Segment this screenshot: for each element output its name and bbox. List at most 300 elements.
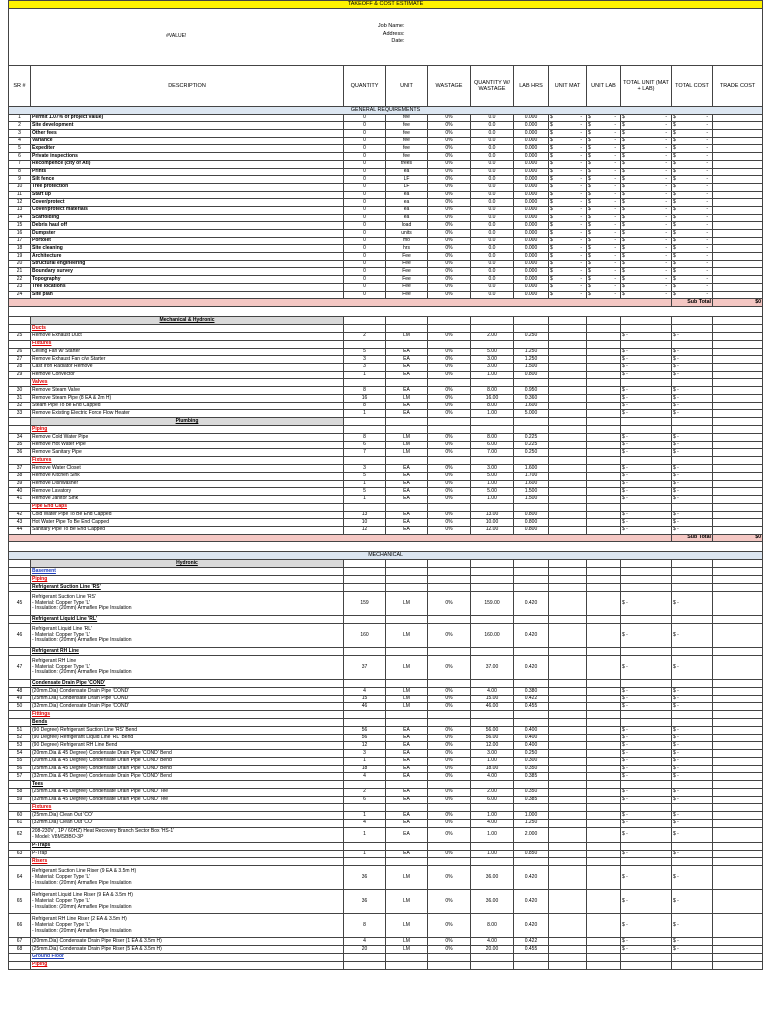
description-cell[interactable] <box>31 890 344 914</box>
total-unit-cell[interactable] <box>621 348 672 356</box>
total-unit-cell[interactable] <box>621 946 672 954</box>
total-cost-cell[interactable] <box>672 191 713 199</box>
total-cost-cell[interactable] <box>672 260 713 268</box>
unit-lab-cell[interactable] <box>587 827 621 842</box>
unit-mat-cell[interactable] <box>549 449 587 457</box>
total-cost-cell[interactable] <box>672 348 713 356</box>
description-cell[interactable]: (25mm.Dia) Condensate Drain Pipe 'COND' <box>31 695 344 703</box>
unit-lab-cell[interactable] <box>587 519 621 527</box>
description-cell[interactable]: Structural engineering <box>31 260 344 268</box>
unit-mat-cell[interactable] <box>549 434 587 442</box>
unit-mat-cell[interactable] <box>549 268 587 276</box>
trade-cost-cell[interactable] <box>713 757 763 765</box>
description-cell[interactable]: Site cleaning <box>31 245 344 253</box>
description-cell[interactable]: (20mm.Dia) Condensate Drain Pipe 'COND' <box>31 688 344 696</box>
total-cost-cell[interactable] <box>672 757 713 765</box>
unit-mat-cell[interactable] <box>549 850 587 858</box>
quantity-cell[interactable]: 0 <box>344 176 386 184</box>
total-cost-cell[interactable] <box>672 356 713 364</box>
unit-lab-cell[interactable] <box>587 449 621 457</box>
total-unit-cell[interactable] <box>621 230 672 238</box>
unit-mat-cell[interactable] <box>549 291 587 299</box>
total-unit-cell[interactable] <box>621 387 672 395</box>
description-cell[interactable]: (32mm.Dia) Clean Out 'CO' <box>31 819 344 827</box>
total-unit-cell[interactable] <box>621 742 672 750</box>
quantity-cell[interactable]: 5 <box>344 348 386 356</box>
total-cost-cell[interactable] <box>672 137 713 145</box>
trade-cost-cell[interactable] <box>713 695 763 703</box>
trade-cost-cell[interactable] <box>713 191 763 199</box>
unit-mat-cell[interactable] <box>549 363 587 371</box>
description-cell[interactable] <box>31 592 344 616</box>
quantity-cell[interactable]: 20 <box>344 946 386 954</box>
total-unit-cell[interactable] <box>621 734 672 742</box>
unit-mat-cell[interactable] <box>549 734 587 742</box>
unit-mat-cell[interactable] <box>549 812 587 820</box>
description-cell[interactable]: Tree protection <box>31 183 344 191</box>
description-cell[interactable]: Start up <box>31 191 344 199</box>
trade-cost-cell[interactable] <box>713 592 763 616</box>
subtotal-value[interactable]: $0 <box>713 299 763 307</box>
quantity-cell[interactable]: 37 <box>344 656 386 680</box>
quantity-cell[interactable]: 7 <box>344 449 386 457</box>
unit-mat-cell[interactable] <box>549 387 587 395</box>
unit-mat-cell[interactable] <box>549 230 587 238</box>
trade-cost-cell[interactable] <box>713 410 763 418</box>
quantity-cell[interactable]: 0 <box>344 268 386 276</box>
total-cost-cell[interactable] <box>672 495 713 503</box>
trade-cost-cell[interactable] <box>713 230 763 238</box>
trade-cost-cell[interactable] <box>713 465 763 473</box>
unit-lab-cell[interactable] <box>587 145 621 153</box>
description-cell[interactable]: (90 Degree) Refrigerant RH Line Bend <box>31 742 344 750</box>
total-unit-cell[interactable] <box>621 750 672 758</box>
value-error-cell[interactable] <box>9 9 344 66</box>
trade-cost-cell[interactable] <box>713 183 763 191</box>
unit-lab-cell[interactable] <box>587 356 621 364</box>
total-cost-cell[interactable] <box>672 819 713 827</box>
total-cost-cell[interactable] <box>672 276 713 284</box>
quantity-cell[interactable]: 12 <box>344 742 386 750</box>
unit-lab-cell[interactable] <box>587 122 621 130</box>
description-cell[interactable]: Debris haul off <box>31 222 344 230</box>
trade-cost-cell[interactable] <box>713 703 763 711</box>
description-cell[interactable]: Boundary survey <box>31 268 344 276</box>
unit-mat-cell[interactable] <box>549 356 587 364</box>
trade-cost-cell[interactable] <box>713 268 763 276</box>
unit-lab-cell[interactable] <box>587 137 621 145</box>
description-cell[interactable] <box>31 914 344 938</box>
quantity-cell[interactable]: 0 <box>344 191 386 199</box>
total-cost-cell[interactable] <box>672 750 713 758</box>
quantity-cell[interactable]: 1 <box>344 480 386 488</box>
unit-mat-cell[interactable] <box>549 253 587 261</box>
total-cost-cell[interactable] <box>672 827 713 842</box>
total-cost-cell[interactable] <box>672 237 713 245</box>
unit-lab-cell[interactable] <box>587 946 621 954</box>
unit-lab-cell[interactable] <box>587 387 621 395</box>
total-cost-cell[interactable] <box>672 773 713 781</box>
trade-cost-cell[interactable] <box>713 332 763 340</box>
trade-cost-cell[interactable] <box>713 472 763 480</box>
unit-lab-cell[interactable] <box>587 260 621 268</box>
quantity-cell[interactable]: 0 <box>344 260 386 268</box>
total-unit-cell[interactable] <box>621 168 672 176</box>
total-cost-cell[interactable] <box>672 114 713 122</box>
total-cost-cell[interactable] <box>672 465 713 473</box>
total-cost-cell[interactable] <box>672 130 713 138</box>
total-unit-cell[interactable] <box>621 495 672 503</box>
unit-mat-cell[interactable] <box>549 796 587 804</box>
unit-mat-cell[interactable] <box>549 130 587 138</box>
trade-cost-cell[interactable] <box>713 356 763 364</box>
total-unit-cell[interactable] <box>621 765 672 773</box>
total-cost-cell[interactable] <box>672 153 713 161</box>
description-cell[interactable] <box>31 624 344 648</box>
total-cost-cell[interactable] <box>672 592 713 616</box>
unit-lab-cell[interactable] <box>587 695 621 703</box>
total-cost-cell[interactable] <box>672 890 713 914</box>
unit-lab-cell[interactable] <box>587 495 621 503</box>
total-cost-cell[interactable] <box>672 176 713 184</box>
trade-cost-cell[interactable] <box>713 449 763 457</box>
total-unit-cell[interactable] <box>621 160 672 168</box>
quantity-cell[interactable]: 0 <box>344 122 386 130</box>
description-cell[interactable]: Silt fence <box>31 176 344 184</box>
trade-cost-cell[interactable] <box>713 276 763 284</box>
description-cell[interactable]: (90 Degree) Refrigerant Suction Line 'RS' Bend <box>31 727 344 735</box>
description-cell[interactable]: Site plan <box>31 291 344 299</box>
trade-cost-cell[interactable] <box>713 291 763 299</box>
unit-mat-cell[interactable] <box>549 395 587 403</box>
trade-cost-cell[interactable] <box>713 283 763 291</box>
unit-mat-cell[interactable] <box>549 114 587 122</box>
total-unit-cell[interactable] <box>621 145 672 153</box>
total-unit-cell[interactable] <box>621 472 672 480</box>
unit-mat-cell[interactable] <box>549 938 587 946</box>
trade-cost-cell[interactable] <box>713 176 763 184</box>
description-cell[interactable]: Steam Pipe To be End Capped <box>31 402 344 410</box>
unit-lab-cell[interactable] <box>587 441 621 449</box>
trade-cost-cell[interactable] <box>713 946 763 954</box>
trade-cost-cell[interactable] <box>713 688 763 696</box>
description-cell[interactable]: Remove Steam Pipe (8 EA & 2m H) <box>31 395 344 403</box>
unit-mat-cell[interactable] <box>549 866 587 890</box>
total-unit-cell[interactable] <box>621 137 672 145</box>
total-cost-cell[interactable] <box>672 122 713 130</box>
unit-lab-cell[interactable] <box>587 819 621 827</box>
quantity-cell[interactable]: 1 <box>344 371 386 379</box>
trade-cost-cell[interactable] <box>713 114 763 122</box>
total-cost-cell[interactable] <box>672 441 713 449</box>
unit-mat-cell[interactable] <box>549 511 587 519</box>
total-unit-cell[interactable] <box>621 199 672 207</box>
unit-mat-cell[interactable] <box>549 890 587 914</box>
quantity-cell[interactable]: 0 <box>344 253 386 261</box>
unit-lab-cell[interactable] <box>587 688 621 696</box>
unit-lab-cell[interactable] <box>587 206 621 214</box>
quantity-cell[interactable]: 0 <box>344 291 386 299</box>
quantity-cell[interactable]: 4 <box>344 773 386 781</box>
unit-lab-cell[interactable] <box>587 750 621 758</box>
quantity-cell[interactable]: 10 <box>344 519 386 527</box>
unit-lab-cell[interactable] <box>587 938 621 946</box>
quantity-cell[interactable]: 8 <box>344 434 386 442</box>
trade-cost-cell[interactable] <box>713 214 763 222</box>
unit-mat-cell[interactable] <box>549 819 587 827</box>
unit-lab-cell[interactable] <box>587 866 621 890</box>
total-unit-cell[interactable] <box>621 812 672 820</box>
total-unit-cell[interactable] <box>621 695 672 703</box>
description-cell[interactable]: Portolet <box>31 237 344 245</box>
unit-mat-cell[interactable] <box>549 260 587 268</box>
unit-lab-cell[interactable] <box>587 624 621 648</box>
unit-mat-cell[interactable] <box>549 441 587 449</box>
unit-lab-cell[interactable] <box>587 348 621 356</box>
quantity-cell[interactable]: 0 <box>344 237 386 245</box>
unit-mat-cell[interactable] <box>549 137 587 145</box>
total-unit-cell[interactable] <box>621 206 672 214</box>
trade-cost-cell[interactable] <box>713 253 763 261</box>
total-unit-cell[interactable] <box>621 938 672 946</box>
trade-cost-cell[interactable] <box>713 656 763 680</box>
unit-lab-cell[interactable] <box>587 253 621 261</box>
quantity-cell[interactable]: 18 <box>344 765 386 773</box>
unit-lab-cell[interactable] <box>587 291 621 299</box>
trade-cost-cell[interactable] <box>713 160 763 168</box>
unit-mat-cell[interactable] <box>549 750 587 758</box>
unit-lab-cell[interactable] <box>587 199 621 207</box>
total-cost-cell[interactable] <box>672 160 713 168</box>
total-cost-cell[interactable] <box>672 624 713 648</box>
total-unit-cell[interactable] <box>621 511 672 519</box>
total-cost-cell[interactable] <box>672 480 713 488</box>
description-cell[interactable]: Expediter <box>31 145 344 153</box>
description-cell[interactable]: (32mm.Dia & 45 Degree) Condensate Drain Pipe 'COND' Bend <box>31 773 344 781</box>
total-cost-cell[interactable] <box>672 938 713 946</box>
total-cost-cell[interactable] <box>672 206 713 214</box>
unit-lab-cell[interactable] <box>587 788 621 796</box>
quantity-cell[interactable]: 0 <box>344 245 386 253</box>
unit-mat-cell[interactable] <box>549 656 587 680</box>
trade-cost-cell[interactable] <box>713 348 763 356</box>
unit-mat-cell[interactable] <box>549 727 587 735</box>
quantity-cell[interactable]: 3 <box>344 363 386 371</box>
trade-cost-cell[interactable] <box>713 153 763 161</box>
description-cell[interactable]: Remove Steam Valve <box>31 387 344 395</box>
trade-cost-cell[interactable] <box>713 371 763 379</box>
unit-mat-cell[interactable] <box>549 946 587 954</box>
total-unit-cell[interactable] <box>621 624 672 648</box>
total-cost-cell[interactable] <box>672 395 713 403</box>
total-unit-cell[interactable] <box>621 914 672 938</box>
total-unit-cell[interactable] <box>621 191 672 199</box>
trade-cost-cell[interactable] <box>713 938 763 946</box>
unit-mat-cell[interactable] <box>549 526 587 534</box>
unit-mat-cell[interactable] <box>549 153 587 161</box>
description-cell[interactable]: (25mm.Dia) Clean Out 'CO' <box>31 812 344 820</box>
unit-mat-cell[interactable] <box>549 914 587 938</box>
total-unit-cell[interactable] <box>621 214 672 222</box>
unit-lab-cell[interactable] <box>587 727 621 735</box>
total-cost-cell[interactable] <box>672 796 713 804</box>
unit-mat-cell[interactable] <box>549 465 587 473</box>
description-cell[interactable]: Remove Sanitary Pipe <box>31 449 344 457</box>
total-cost-cell[interactable] <box>672 734 713 742</box>
trade-cost-cell[interactable] <box>713 827 763 842</box>
unit-mat-cell[interactable] <box>549 480 587 488</box>
unit-mat-cell[interactable] <box>549 742 587 750</box>
quantity-cell[interactable]: 0 <box>344 114 386 122</box>
quantity-cell[interactable]: 0 <box>344 145 386 153</box>
quantity-cell[interactable]: 2 <box>344 332 386 340</box>
description-cell[interactable]: Variance <box>31 137 344 145</box>
description-cell[interactable]: Remove Dishwasher <box>31 480 344 488</box>
total-cost-cell[interactable] <box>672 410 713 418</box>
description-cell[interactable]: Topography <box>31 276 344 284</box>
description-cell[interactable]: (90 Degree) Refrigerant Liquid Line 'RL' Bend <box>31 734 344 742</box>
description-cell[interactable] <box>31 866 344 890</box>
description-cell[interactable]: Cast Iron Radiator Remove <box>31 363 344 371</box>
trade-cost-cell[interactable] <box>713 495 763 503</box>
quantity-cell[interactable]: 4 <box>344 938 386 946</box>
quantity-cell[interactable]: 0 <box>344 153 386 161</box>
total-unit-cell[interactable] <box>621 773 672 781</box>
unit-lab-cell[interactable] <box>587 757 621 765</box>
description-cell[interactable]: Other fees <box>31 130 344 138</box>
total-unit-cell[interactable] <box>621 480 672 488</box>
unit-lab-cell[interactable] <box>587 765 621 773</box>
total-unit-cell[interactable] <box>621 122 672 130</box>
quantity-cell[interactable]: 0 <box>344 199 386 207</box>
total-cost-cell[interactable] <box>672 946 713 954</box>
total-cost-cell[interactable] <box>672 245 713 253</box>
quantity-cell[interactable]: 13 <box>344 511 386 519</box>
total-unit-cell[interactable] <box>621 827 672 842</box>
unit-mat-cell[interactable] <box>549 410 587 418</box>
quantity-cell[interactable]: 0 <box>344 130 386 138</box>
total-unit-cell[interactable] <box>621 222 672 230</box>
trade-cost-cell[interactable] <box>713 914 763 938</box>
description-cell[interactable]: Remove Janitor Sink <box>31 495 344 503</box>
unit-lab-cell[interactable] <box>587 130 621 138</box>
total-cost-cell[interactable] <box>672 283 713 291</box>
trade-cost-cell[interactable] <box>713 245 763 253</box>
unit-mat-cell[interactable] <box>549 214 587 222</box>
unit-lab-cell[interactable] <box>587 850 621 858</box>
trade-cost-cell[interactable] <box>713 222 763 230</box>
trade-cost-cell[interactable] <box>713 488 763 496</box>
description-cell[interactable]: (25mm.Dia & 45 Degree) Condensate Drain Pipe 'COND' Bend <box>31 765 344 773</box>
trade-cost-cell[interactable] <box>713 199 763 207</box>
unit-mat-cell[interactable] <box>549 765 587 773</box>
total-unit-cell[interactable] <box>621 465 672 473</box>
description-cell[interactable]: Scaffolding <box>31 214 344 222</box>
quantity-cell[interactable]: 1 <box>344 410 386 418</box>
unit-mat-cell[interactable] <box>549 592 587 616</box>
quantity-cell[interactable]: 1 <box>344 812 386 820</box>
quantity-cell[interactable]: 160 <box>344 624 386 648</box>
trade-cost-cell[interactable] <box>713 850 763 858</box>
quantity-cell[interactable]: 1 <box>344 757 386 765</box>
unit-mat-cell[interactable] <box>549 703 587 711</box>
description-cell[interactable]: (25mm.Dia) Condensate Drain Pipe Riser (5 EA & 3.5m H) <box>31 946 344 954</box>
unit-lab-cell[interactable] <box>587 703 621 711</box>
quantity-cell[interactable]: 1 <box>344 850 386 858</box>
quantity-cell[interactable]: 6 <box>344 441 386 449</box>
description-cell[interactable]: Remove Hot Water Pipe <box>31 441 344 449</box>
total-cost-cell[interactable] <box>672 742 713 750</box>
total-unit-cell[interactable] <box>621 291 672 299</box>
trade-cost-cell[interactable] <box>713 480 763 488</box>
total-cost-cell[interactable] <box>672 488 713 496</box>
trade-cost-cell[interactable] <box>713 387 763 395</box>
unit-lab-cell[interactable] <box>587 402 621 410</box>
trade-cost-cell[interactable] <box>713 526 763 534</box>
quantity-cell[interactable]: 0 <box>344 160 386 168</box>
unit-mat-cell[interactable] <box>549 519 587 527</box>
quantity-cell[interactable]: 0 <box>344 183 386 191</box>
total-unit-cell[interactable] <box>621 757 672 765</box>
total-cost-cell[interactable] <box>672 788 713 796</box>
trade-cost-cell[interactable] <box>713 402 763 410</box>
description-cell[interactable]: Hot Water Pipe To Be End Capped <box>31 519 344 527</box>
unit-mat-cell[interactable] <box>549 191 587 199</box>
trade-cost-cell[interactable] <box>713 511 763 519</box>
description-cell[interactable]: Private inspections <box>31 153 344 161</box>
unit-mat-cell[interactable] <box>549 695 587 703</box>
total-cost-cell[interactable] <box>672 402 713 410</box>
trade-cost-cell[interactable] <box>713 122 763 130</box>
unit-lab-cell[interactable] <box>587 434 621 442</box>
quantity-cell[interactable]: 2 <box>344 788 386 796</box>
total-cost-cell[interactable] <box>672 850 713 858</box>
total-cost-cell[interactable] <box>672 688 713 696</box>
description-cell[interactable]: Remove Exhaust Fan c/w Starter <box>31 356 344 364</box>
total-cost-cell[interactable] <box>672 866 713 890</box>
total-cost-cell[interactable] <box>672 695 713 703</box>
total-unit-cell[interactable] <box>621 819 672 827</box>
unit-lab-cell[interactable] <box>587 332 621 340</box>
total-cost-cell[interactable] <box>672 387 713 395</box>
unit-mat-cell[interactable] <box>549 348 587 356</box>
unit-mat-cell[interactable] <box>549 199 587 207</box>
description-cell[interactable]: (32mm.Dia) Condensate Drain Pipe 'COND' <box>31 703 344 711</box>
unit-lab-cell[interactable] <box>587 245 621 253</box>
total-unit-cell[interactable] <box>621 260 672 268</box>
unit-lab-cell[interactable] <box>587 191 621 199</box>
unit-mat-cell[interactable] <box>549 176 587 184</box>
unit-mat-cell[interactable] <box>549 206 587 214</box>
total-unit-cell[interactable] <box>621 371 672 379</box>
unit-mat-cell[interactable] <box>549 488 587 496</box>
total-unit-cell[interactable] <box>621 332 672 340</box>
unit-lab-cell[interactable] <box>587 796 621 804</box>
quantity-cell[interactable]: 4 <box>344 688 386 696</box>
description-cell[interactable]: Remove Convector <box>31 371 344 379</box>
quantity-cell[interactable]: 4 <box>344 819 386 827</box>
unit-lab-cell[interactable] <box>587 472 621 480</box>
total-unit-cell[interactable] <box>621 183 672 191</box>
total-unit-cell[interactable] <box>621 253 672 261</box>
quantity-cell[interactable]: 8 <box>344 402 386 410</box>
trade-cost-cell[interactable] <box>713 363 763 371</box>
description-cell[interactable]: Remove Water Closet <box>31 465 344 473</box>
quantity-cell[interactable]: 0 <box>344 206 386 214</box>
description-cell[interactable] <box>31 827 344 842</box>
unit-mat-cell[interactable] <box>549 332 587 340</box>
unit-mat-cell[interactable] <box>549 788 587 796</box>
